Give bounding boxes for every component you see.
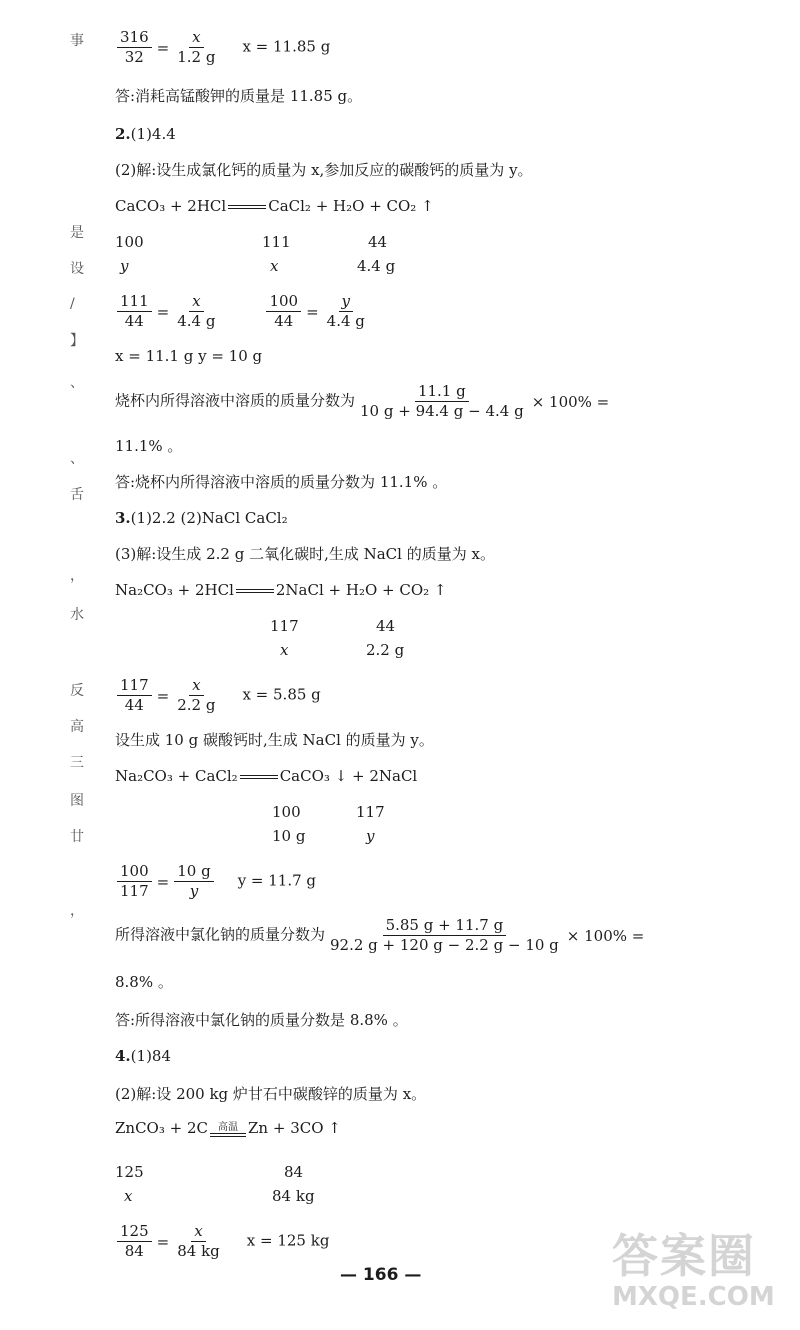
margin-mark: 、 <box>70 451 84 467</box>
q3-c1-bot: x <box>280 641 289 659</box>
q2-part2: (2)解:设生成氯化钙的质量为 x,参加反应的碳酸钙的质量为 y。 <box>115 161 533 179</box>
q1-proportion: $\frac{316}{32}$ = $\frac{x}{1.2 g}$ x = 11.85 g <box>115 28 330 67</box>
margin-mark: 是 <box>70 225 84 241</box>
q4-proportion: $\frac{125}{84}$ = $\frac{x}{84 kg}$ x = 125 kg <box>115 1222 329 1261</box>
reaction-condition: 高温 <box>210 1122 246 1137</box>
q2-proportions: $\frac{111}{44}$ = $\frac{x}{4.4 g}$ $\frac{100}{44}$ = $\frac{y}{4.4 g}$ <box>115 292 370 331</box>
q3-equation2: Na₂CO₃ + CaCl₂ CaCO₃ ↓ + 2NaCl <box>115 767 418 785</box>
q3-part1: 3.(1)2.2 (2)NaCl CaCl₂ <box>115 509 288 527</box>
margin-mark: 设 <box>70 261 84 277</box>
margin-mark: 反 <box>70 683 84 699</box>
q3-proportion2: $\frac{100}{117}$ = $\frac{10 g}{y}$ y = 11.7 g <box>115 862 316 901</box>
fraction: $\frac{x}{1.2 g}$ <box>177 28 216 66</box>
q3-d2-bot: y <box>366 827 375 845</box>
q3-c2-top: 44 <box>376 617 396 635</box>
q3-d1-bot: 10 g <box>272 827 306 845</box>
q3-proportion1: $\frac{117}{44}$ = $\frac{x}{2.2 g}$ x = 5.85 g <box>115 676 321 715</box>
margin-mark: 、 <box>70 375 84 391</box>
margin-mark: 高 <box>70 719 84 735</box>
page-number: — 166 — <box>340 1265 422 1285</box>
q1-answer: 答:消耗高锰酸钾的质量是 11.85 g。 <box>115 87 363 105</box>
q3-equation1: Na₂CO₃ + 2HCl 2NaCl + H₂O + CO₂ ↑ <box>115 581 447 599</box>
q3-part3: (3)解:设生成 2.2 g 二氧化碳时,生成 NaCl 的质量为 x。 <box>115 545 495 563</box>
q2-col3-top: 44 <box>368 233 388 251</box>
q2-col2-top: 111 <box>262 233 291 251</box>
q4-part2: (2)解:设 200 kg 炉甘石中碳酸锌的质量为 x。 <box>115 1085 427 1103</box>
margin-mark: 水 <box>70 607 84 623</box>
margin-mark: ， <box>70 903 84 919</box>
q3-d1-top: 100 <box>272 803 301 821</box>
q2-col1-top: 100 <box>115 233 144 251</box>
q2-col3-bot: 4.4 g <box>357 257 396 275</box>
margin-mark: 图 <box>70 793 84 809</box>
q3-set2: 设生成 10 g 碳酸钙时,生成 NaCl 的质量为 y。 <box>115 731 434 749</box>
q4-c1-bot: x <box>124 1187 133 1205</box>
q3-mass-result: 8.8% 。 <box>115 973 173 991</box>
q3-c1-top: 117 <box>270 617 299 635</box>
margin-mark: 】 <box>70 333 84 349</box>
margin-mark: 舌 <box>70 487 84 503</box>
q2-mass-result: 11.1% 。 <box>115 437 183 455</box>
q3-d2-top: 117 <box>356 803 385 821</box>
q2-col1-bot: y <box>120 257 129 275</box>
q2-part1: 2.(1)4.4 <box>115 125 176 143</box>
watermark-logo: 答案圈 MXQE.COM <box>612 1229 775 1312</box>
q2-col2-bot: x <box>270 257 279 275</box>
margin-mark: / <box>70 296 75 312</box>
q2-solve: x = 11.1 g y = 10 g <box>115 347 263 365</box>
q3-answer: 答:所得溶液中氯化钠的质量分数是 8.8% 。 <box>115 1011 408 1029</box>
q4-c1-top: 125 <box>115 1163 144 1181</box>
margin-mark: 三 <box>70 755 84 771</box>
q2-answer: 答:烧杯内所得溶液中溶质的质量分数为 11.1% 。 <box>115 473 448 491</box>
q4-part1: 4.(1)84 <box>115 1047 172 1065</box>
q4-equation: ZnCO₃ + 2C 高温 Zn + 3CO ↑ <box>115 1119 341 1137</box>
q4-c2-bot: 84 kg <box>272 1187 315 1205</box>
q2-equation: CaCO₃ + 2HCl CaCl₂ + H₂O + CO₂ ↑ <box>115 197 434 215</box>
q4-c2-top: 84 <box>284 1163 304 1181</box>
margin-mark: 事 <box>70 33 84 49</box>
q3-mass-fraction: 所得溶液中氯化钠的质量分数为 $\frac{5.85 g + 11.7 g}{92.2 g + 120 g - 2.2 g - 10 g}$ × 100% = <box>115 916 645 954</box>
margin-mark: 廿 <box>70 829 84 845</box>
q3-c2-bot: 2.2 g <box>366 641 405 659</box>
fraction: $\frac{316}{32}$ <box>117 28 152 67</box>
q2-mass-fraction: 烧杯内所得溶液中溶质的质量分数为 $\frac{11.1 g}{10 g + 94.4 g - 4.4 g}$ × 100% = <box>115 382 610 420</box>
equals-bar <box>228 205 266 209</box>
margin-mark: ， <box>70 568 84 584</box>
